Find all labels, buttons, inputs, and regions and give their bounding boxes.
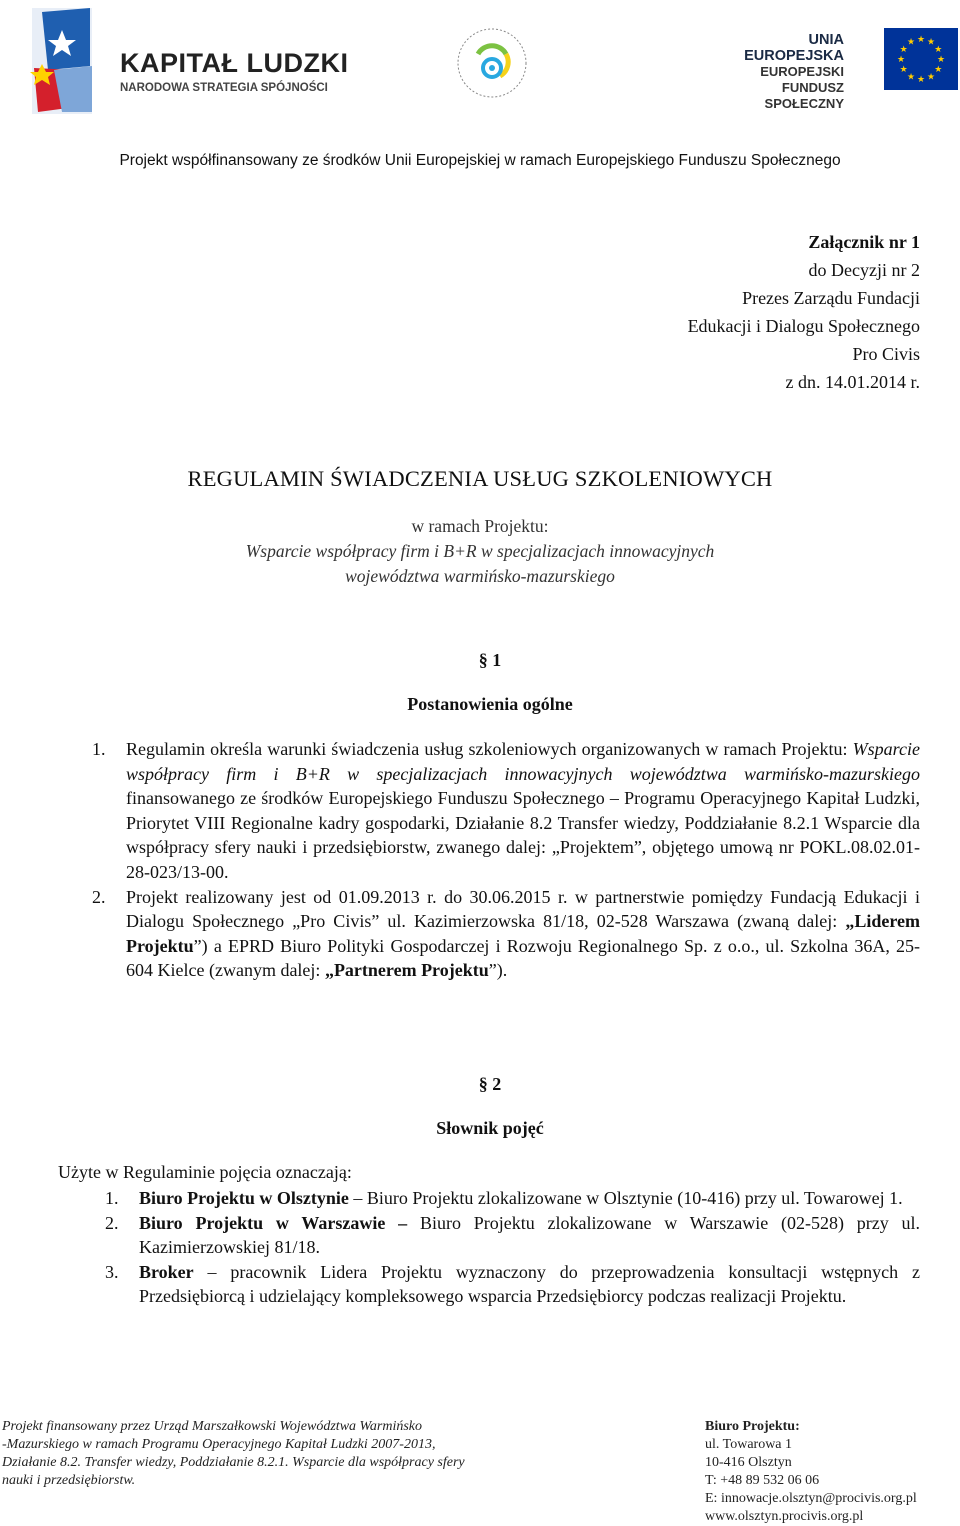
cofinancing-note: Projekt współfinansowany ze środków Unii Europejskiej w ramach Europejskiego Funduszu Społecznego	[119, 152, 841, 169]
footer-line: -Mazurskiego w ramach Programu Operacyjnego Kapitał Ludzki 2007-2013,	[2, 1437, 436, 1452]
eu-star-icon: ★	[899, 64, 908, 74]
glossary-term: Biuro Projektu w Warszawie –	[139, 1212, 408, 1233]
list-item	[92, 737, 920, 885]
esf-label-line2: FUNDUSZ SPOŁECZNY	[764, 80, 844, 111]
list-item	[105, 1260, 921, 1309]
section-2-intro: Użyte w Regulaminie pojęcia oznaczają:	[58, 1162, 352, 1182]
partner-term: „Partnerem Projektu	[324, 960, 489, 981]
project-name: Wsparcie współpracy firm i B+R w specjalizacjach innowacyjnych województwa warmińsko-mazurskiego	[126, 739, 920, 784]
item-number: 2.	[105, 1212, 119, 1233]
glossary-term: Biuro Projektu w Olsztynie	[139, 1188, 349, 1208]
project-name-line1: Wsparcie współpracy firm i B+R w specjalizacjach innowacyjnych	[245, 541, 715, 561]
footer-email: E: innowacje.olsztyn@procivis.org.pl	[705, 1491, 917, 1506]
item-text: finansowanego ze środków Europejskiego Funduszu Społecznego – Programu Operacyjnego Kapitał Ludzki, Priorytet VIII Regionalne kadry gospodarki, Działanie 8.2 Transfer wiedzy, Poddziałanie 8.2.1 Wsparcie dla współpracy sfery nauki i przedsiębiorstw, zwanego dalej: „Projektem”, objętego umową nr POKL.08.02.01-28-023/13-00.	[126, 788, 920, 882]
term-separator: –	[348, 1188, 367, 1208]
term-separator: –	[193, 1261, 231, 1282]
kapital-ludzki-title: KAPITAŁ LUDZKI	[120, 48, 349, 78]
smart-specialization-logo-icon	[456, 24, 528, 102]
item-text: Projekt realizowany jest od 01.09.2013 r. do 30.06.2015 r. w partnerstwie pomiędzy Fundacją Edukacji i Dialogu Społecznego „Pro Civis” ul. Kazimierzowska 81/18, 02-528 Warszawa (zwaną dalej:	[126, 886, 920, 932]
item-number: 2.	[92, 886, 106, 907]
eu-social-fund-logo	[706, 28, 958, 111]
list-item	[105, 1211, 921, 1260]
footer-line: nauki i przedsiębiorstw.	[2, 1473, 136, 1488]
footer-line: Działanie 8.2. Transfer wiedzy, Poddziałanie 8.2.1. Wsparcie dla współpracy sfery	[2, 1455, 465, 1470]
glossary-definition: Biuro Projektu zlokalizowane w Warszawie (02-528) przy ul. Kazimierzowskiej 81/18.	[139, 1212, 921, 1258]
footer-contact-title: Biuro Projektu:	[705, 1419, 800, 1434]
list-item	[92, 885, 920, 983]
eu-label: UNIA EUROPEJSKA	[744, 32, 844, 64]
item-number: 3.	[105, 1261, 119, 1282]
esf-label-line1: EUROPEJSKI	[760, 64, 844, 79]
glossary-term: Broker	[139, 1261, 194, 1282]
annex-title: Załącznik nr 1	[808, 232, 920, 252]
eu-star-icon: ★	[926, 36, 936, 47]
annex-line: z dn. 14.01.2014 r.	[785, 372, 920, 392]
document-subtitle	[0, 514, 960, 589]
footer-address: ul. Towarowa 1	[705, 1437, 793, 1452]
item-text: ”) a EPRD Biuro Polityki Gospodarczej i Rozwoju Regionalnego Sp. z o.o., ul. Szkolna 36A, 25-604 Kielce (zwanym dalej:	[126, 935, 920, 981]
leader-term: „Liderem Projektu	[126, 911, 920, 956]
term-separator	[407, 1213, 420, 1233]
eu-star-icon: ★	[936, 54, 946, 64]
glossary-definition: Biuro Projektu zlokalizowane w Olsztynie (10-416) przy ul. Towarowej 1.	[366, 1188, 903, 1208]
section-1-list	[92, 737, 920, 983]
eu-star-icon: ★	[934, 44, 943, 54]
section-1-number: § 1	[478, 650, 502, 670]
eu-star-icon: ★	[926, 71, 936, 82]
list-item	[105, 1186, 920, 1211]
eu-flag-icon	[884, 28, 958, 90]
eu-star-icon: ★	[906, 36, 916, 47]
section-2-number: § 2	[478, 1074, 502, 1094]
document-title: REGULAMIN ŚWIADCZENIA USŁUG SZKOLENIOWYCH	[187, 466, 773, 491]
annex-block	[688, 228, 920, 396]
footer-city: 10-416 Olsztyn	[705, 1455, 792, 1470]
kapital-ludzki-emblem-icon	[28, 8, 96, 114]
item-text: Regulamin określa warunki świadczenia usług szkoleniowych organizowanych w ramach Projektu:	[126, 739, 853, 759]
section-2-heading: Słownik pojęć	[436, 1118, 544, 1138]
kapital-ludzki-subtitle: NARODOWA STRATEGIA SPÓJNOŚCI	[120, 82, 328, 94]
annex-line: Edukacji i Dialogu Społecznego	[687, 316, 920, 336]
footer-funding-note	[2, 1418, 542, 1490]
item-number: 1.	[92, 739, 106, 759]
item-number: 1.	[105, 1188, 119, 1208]
kapital-ludzki-logo	[28, 8, 358, 116]
project-name-line2: województwa warmińsko-mazurskiego	[345, 566, 615, 586]
eu-star-icon: ★	[899, 44, 908, 54]
subtitle-line: w ramach Projektu:	[411, 516, 549, 536]
annex-line: do Decyzji nr 2	[808, 260, 920, 280]
glossary-list	[105, 1186, 921, 1309]
eu-star-icon: ★	[896, 54, 906, 64]
footer-website: www.olsztyn.procivis.org.pl	[705, 1509, 864, 1524]
footer-phone: T: +48 89 532 06 06	[705, 1473, 820, 1488]
eu-star-icon: ★	[916, 74, 926, 84]
eu-star-icon: ★	[916, 34, 926, 44]
eu-star-icon: ★	[906, 71, 916, 82]
annex-line: Pro Civis	[852, 344, 920, 364]
item-text: ”).	[488, 960, 508, 981]
eu-star-icon: ★	[934, 64, 943, 74]
section-1-heading: Postanowienia ogólne	[407, 694, 573, 714]
footer-line: Projekt finansowany przez Urząd Marszałkowski Województwa Warmińsko	[2, 1419, 423, 1434]
glossary-definition: pracownik Lidera Projektu wyznaczony do przeprowadzenia konsultacji wstępnych z Przedsiębiorcą i udzielający kompleksowego wsparcia Przedsiębiorcy podczas realizacji Projektu.	[139, 1261, 921, 1307]
footer-contact	[705, 1418, 955, 1526]
annex-line: Prezes Zarządu Fundacji	[742, 288, 920, 308]
